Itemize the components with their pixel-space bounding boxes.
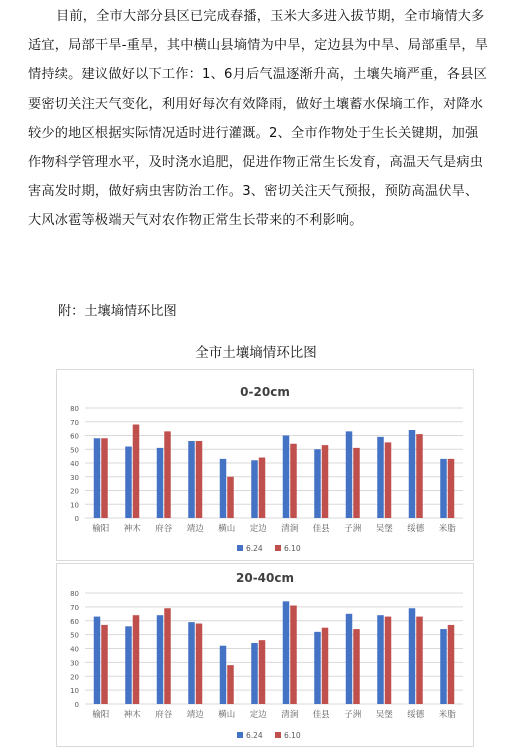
bar-6.24-佳县	[314, 449, 321, 518]
chart-title: 20-40cm	[236, 571, 294, 585]
bar-6.10-横山	[227, 477, 234, 518]
x-tick-label: 绥德	[407, 524, 425, 534]
legend-swatch-6.10	[275, 545, 281, 551]
bar-6.24-定边	[251, 643, 258, 704]
bar-6.24-定边	[251, 460, 258, 518]
y-tick-label: 50	[70, 446, 79, 455]
bar-6.10-府谷	[164, 608, 171, 704]
y-tick-label: 60	[70, 432, 79, 441]
body-paragraph: 目前，全市大部分县区已完成春播，玉米大多进入拔节期，全市墒情大多适宜，局部干旱-重旱，其中横山县墒情为中旱，定边县为中旱、局部重旱，旱情持续。建议做好以下工作：1、6月后气温逐渐升高，土壤失墒严重，各县区要密切关注天气变化，利用好每次有效降雨，做好土壤蓄水保墒工作，对降水较少的地区根据实际情况适时进行灌溉。2、全市作物处于生长关键期，加强作物科学管理水平，及时浇水追肥，促进作物正常生长发育，高温天气是病虫害高发时期，做好病虫害防治工作。3、密切关注天气预报，预防高温伏旱、大风冰雹等极端天气对农作物正常生长带来的不利影响。	[28, 9, 489, 229]
bar-6.10-榆阳	[101, 625, 108, 704]
chart-20-40cm	[56, 563, 474, 747]
x-tick-label: 米脂	[438, 524, 456, 534]
legend-swatch-6.24	[237, 732, 243, 738]
bar-6.10-佳县	[322, 445, 329, 518]
bar-6.24-榆阳	[94, 617, 101, 704]
x-tick-label: 佳县	[312, 524, 330, 534]
x-tick-label: 定边	[249, 524, 267, 534]
x-tick-label: 绥德	[407, 710, 425, 720]
x-tick-label: 榆阳	[92, 710, 110, 720]
bar-6.10-绥德	[416, 617, 423, 704]
legend-label: 6.24	[246, 731, 263, 740]
appendix-label: 附：土壤墒情环比图	[58, 304, 177, 319]
y-tick-label: 70	[70, 418, 79, 427]
y-tick-label: 10	[70, 687, 79, 696]
bar-6.10-横山	[227, 665, 234, 704]
chart-0-20cm-svg	[57, 370, 473, 560]
bar-6.10-米脂	[448, 625, 455, 704]
bar-6.24-府谷	[157, 615, 164, 704]
figure-title: 全市土壤墒情环比图	[195, 345, 317, 361]
bar-6.24-靖边	[188, 441, 195, 518]
bar-6.10-神木	[133, 425, 140, 519]
bar-6.24-府谷	[157, 448, 164, 518]
x-tick-label: 吴堡	[375, 524, 393, 534]
x-tick-label: 神木	[123, 710, 141, 720]
x-tick-label: 府谷	[155, 524, 173, 534]
x-tick-label: 子洲	[344, 524, 362, 534]
bar-6.10-子洲	[353, 629, 360, 704]
bar-6.24-绥德	[409, 608, 416, 704]
x-tick-label: 横山	[218, 710, 236, 720]
y-tick-label: 10	[70, 501, 79, 510]
bar-6.24-米脂	[440, 459, 447, 518]
y-tick-label: 30	[70, 659, 79, 668]
bar-6.24-佳县	[314, 632, 321, 704]
bar-6.24-吴堡	[377, 615, 384, 704]
bar-6.10-米脂	[448, 459, 455, 518]
bar-6.24-吴堡	[377, 437, 384, 518]
chart-20-40cm-svg	[57, 564, 473, 746]
x-tick-label: 佳县	[312, 710, 330, 720]
x-tick-label: 靖边	[186, 710, 204, 720]
bar-6.24-绥德	[409, 430, 416, 518]
y-tick-label: 50	[70, 631, 79, 640]
y-tick-label: 80	[70, 590, 79, 598]
bar-6.10-榆阳	[101, 438, 108, 518]
bar-6.24-子洲	[346, 431, 353, 518]
chart-title: 0-20cm	[240, 385, 290, 399]
legend-swatch-6.24	[237, 545, 243, 551]
bar-6.24-靖边	[188, 622, 195, 704]
bar-6.10-定边	[259, 458, 266, 519]
y-tick-label: 60	[70, 617, 79, 626]
bar-6.24-榆阳	[94, 438, 101, 518]
legend-label: 6.24	[246, 544, 263, 553]
y-tick-label: 0	[74, 515, 79, 523]
bar-6.24-横山	[220, 646, 227, 704]
bar-6.24-清涧	[283, 436, 290, 519]
x-tick-label: 吴堡	[375, 710, 393, 720]
bar-6.24-清涧	[283, 601, 290, 704]
bar-6.24-米脂	[440, 629, 447, 704]
x-tick-label: 定边	[249, 710, 267, 720]
bar-6.10-靖边	[196, 624, 203, 704]
bar-6.10-佳县	[322, 628, 329, 704]
y-tick-label: 0	[74, 701, 79, 709]
x-tick-label: 清涧	[281, 710, 299, 720]
bar-6.24-神木	[125, 626, 132, 704]
x-tick-label: 清涧	[281, 524, 299, 534]
x-tick-label: 靖边	[186, 524, 204, 534]
y-tick-label: 40	[70, 645, 79, 654]
bar-6.10-吴堡	[385, 617, 392, 704]
y-tick-label: 30	[70, 473, 79, 482]
bar-6.24-横山	[220, 459, 227, 518]
y-tick-label: 70	[70, 603, 79, 612]
bar-6.10-清涧	[290, 605, 297, 704]
bar-6.10-清涧	[290, 444, 297, 518]
x-tick-label: 子洲	[344, 710, 362, 720]
chart-0-20cm	[56, 369, 474, 561]
legend-label: 6.10	[284, 544, 301, 553]
bar-6.24-神木	[125, 447, 132, 519]
y-tick-label: 20	[70, 673, 79, 682]
bar-6.10-定边	[259, 640, 266, 704]
bar-6.10-府谷	[164, 431, 171, 518]
legend-label: 6.10	[284, 731, 301, 740]
bar-6.10-绥德	[416, 434, 423, 518]
x-tick-label: 府谷	[155, 710, 173, 720]
x-tick-label: 榆阳	[92, 524, 110, 534]
bar-6.10-靖边	[196, 441, 203, 518]
x-tick-label: 米脂	[438, 710, 456, 720]
y-tick-label: 40	[70, 460, 79, 468]
bar-6.10-子洲	[353, 448, 360, 518]
legend-swatch-6.10	[275, 732, 281, 738]
bar-6.24-子洲	[346, 614, 353, 704]
y-tick-label: 80	[70, 405, 79, 413]
x-tick-label: 横山	[218, 524, 236, 534]
bar-6.10-吴堡	[385, 442, 392, 518]
bar-6.10-神木	[133, 615, 140, 704]
x-tick-label: 神木	[123, 524, 141, 534]
y-tick-label: 20	[70, 487, 79, 496]
